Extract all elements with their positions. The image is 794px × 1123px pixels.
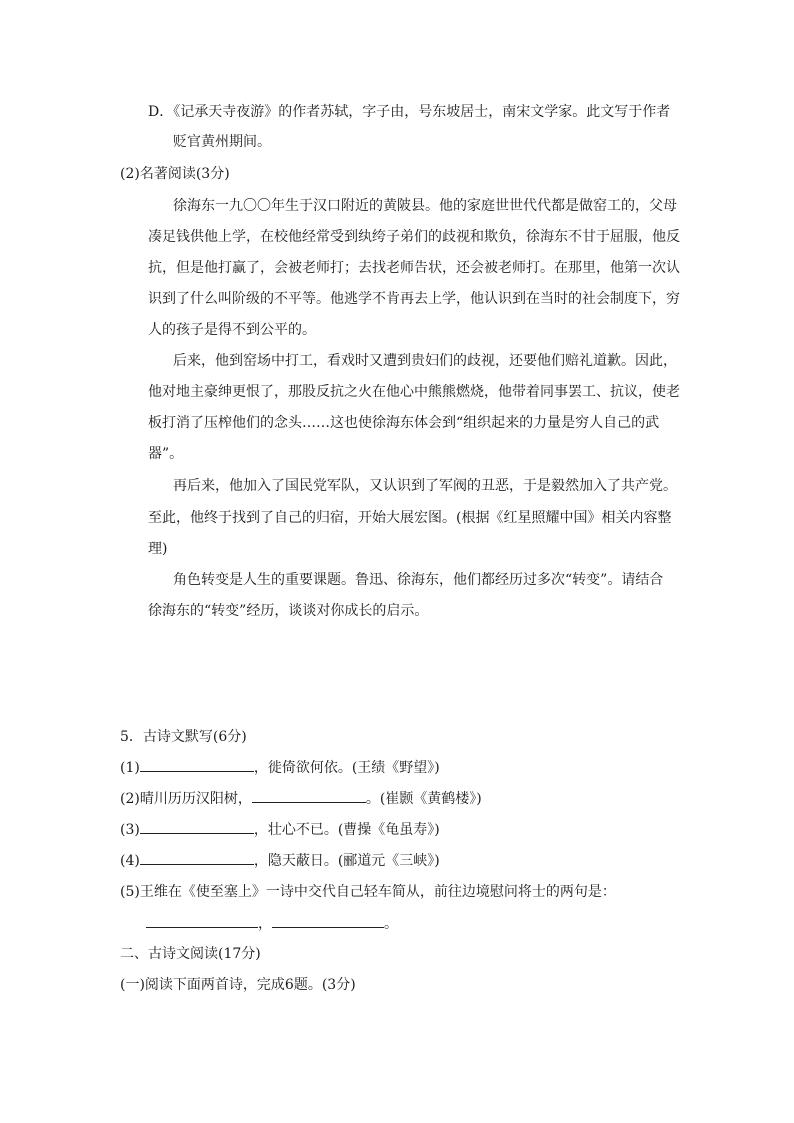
passage-p1-line4: 识到了什么叫阶级的不平等。他逃学不肯再去上学，他认识到在当时的社会制度下，穷 xyxy=(148,291,680,307)
q5-item2-suffix: 。(崔颢《黄鹤楼》) xyxy=(365,791,482,807)
passage-p3-line1: 再后来，他加入了国民党军队，又认识到了军阀的丑恶，于是毅然加入了共产党。 xyxy=(173,478,677,494)
question-line2: 徐海东的“转变”经历，谈谈对你成长的启示。 xyxy=(148,603,429,619)
q5-item1 xyxy=(120,757,440,778)
q5-item4-suffix: ，隐天蔽日。(郦道元《三峡》) xyxy=(253,853,440,869)
passage-p1-line1: 徐海东一九〇〇年生于汉口附近的黄陂县。他的家庭世世代代都是做窑工的，父母 xyxy=(173,198,677,214)
q5-item5-separator: ， xyxy=(258,916,272,932)
q5-item3-suffix: ，壮心不已。(曹操《龟虽寿》) xyxy=(253,822,440,838)
q5-item5-line1: (5)王维在《使至塞上》一诗中交代自己轻车简从，前往边境慰问将士的两句是： xyxy=(120,884,616,900)
q5-item4-blank[interactable] xyxy=(140,850,254,865)
classic-reading-heading: (2)名著阅读(3分) xyxy=(120,166,230,182)
question-line1: 角色转变是人生的重要课题。鲁迅、徐海东，他们都经历过多次“转变”。请结合 xyxy=(173,572,664,588)
passage-p1-line5: 人的孩子是得不到公平的。 xyxy=(148,322,316,338)
q5-item5-answers xyxy=(146,913,398,934)
passage-p2-line2: 他对地主豪绅更恨了，那股反抗之火在他心中熊熊燃烧，他带着同事罢工、抗议，使老 xyxy=(148,384,680,400)
q5-heading: 5．古诗文默写(6分) xyxy=(120,729,247,745)
q5-item3 xyxy=(120,819,440,840)
q5-item3-blank[interactable] xyxy=(140,819,254,834)
option-d-line1: D．《记承天寺夜游》的作者苏轼，字子由，号东坡居士，南宋文学家。此文写于作者 xyxy=(148,104,671,120)
q5-item5-end: 。 xyxy=(384,916,398,932)
q5-item1-blank[interactable] xyxy=(140,757,254,772)
passage-p2-line4: 器”。 xyxy=(148,446,184,462)
section2-subheading: (一)阅读下面两首诗，完成6题。(3分) xyxy=(120,977,356,993)
passage-p3-line3: 理) xyxy=(148,541,168,557)
passage-p1-line2: 凑足钱供他上学，在校他经常受到纨绔子弟们的歧视和欺负，徐海东不甘于屈服，他反 xyxy=(148,229,680,245)
q5-item5-blank1[interactable] xyxy=(146,913,258,928)
option-d-line2: 贬官黄州期间。 xyxy=(173,134,271,150)
passage-p1-line3: 抗，但是他打赢了，会被老师打；去找老师告状，还会被老师打。在那里，他第一次认 xyxy=(148,260,680,276)
passage-p3-line2: 至此，他终于找到了自己的归宿，开始大展宏图。(根据《红星照耀中国》相关内容整 xyxy=(148,510,672,526)
q5-item3-prefix: (3) xyxy=(120,822,140,838)
q5-item2 xyxy=(120,788,482,809)
q5-item4 xyxy=(120,850,440,871)
q5-item2-blank[interactable] xyxy=(252,788,366,803)
q5-item1-prefix: (1) xyxy=(120,760,140,776)
section2-heading: 二、古诗文阅读(17分) xyxy=(120,946,261,962)
passage-p2-line1: 后来，他到窑场中打工，看戏时又遭到贵妇们的歧视，还要他们赔礼道歉。因此， xyxy=(173,353,677,369)
q5-item1-suffix: ，徙倚欲何依。(王绩《野望》) xyxy=(253,760,440,776)
q5-item5-blank2[interactable] xyxy=(272,913,384,928)
q5-item2-prefix: (2)晴川历历汉阳树， xyxy=(120,791,252,807)
q5-item4-prefix: (4) xyxy=(120,853,140,869)
passage-p2-line3: 板打消了压榨他们的念头……这也使徐海东体会到“组织起来的力量是穷人自己的武 xyxy=(148,415,660,431)
